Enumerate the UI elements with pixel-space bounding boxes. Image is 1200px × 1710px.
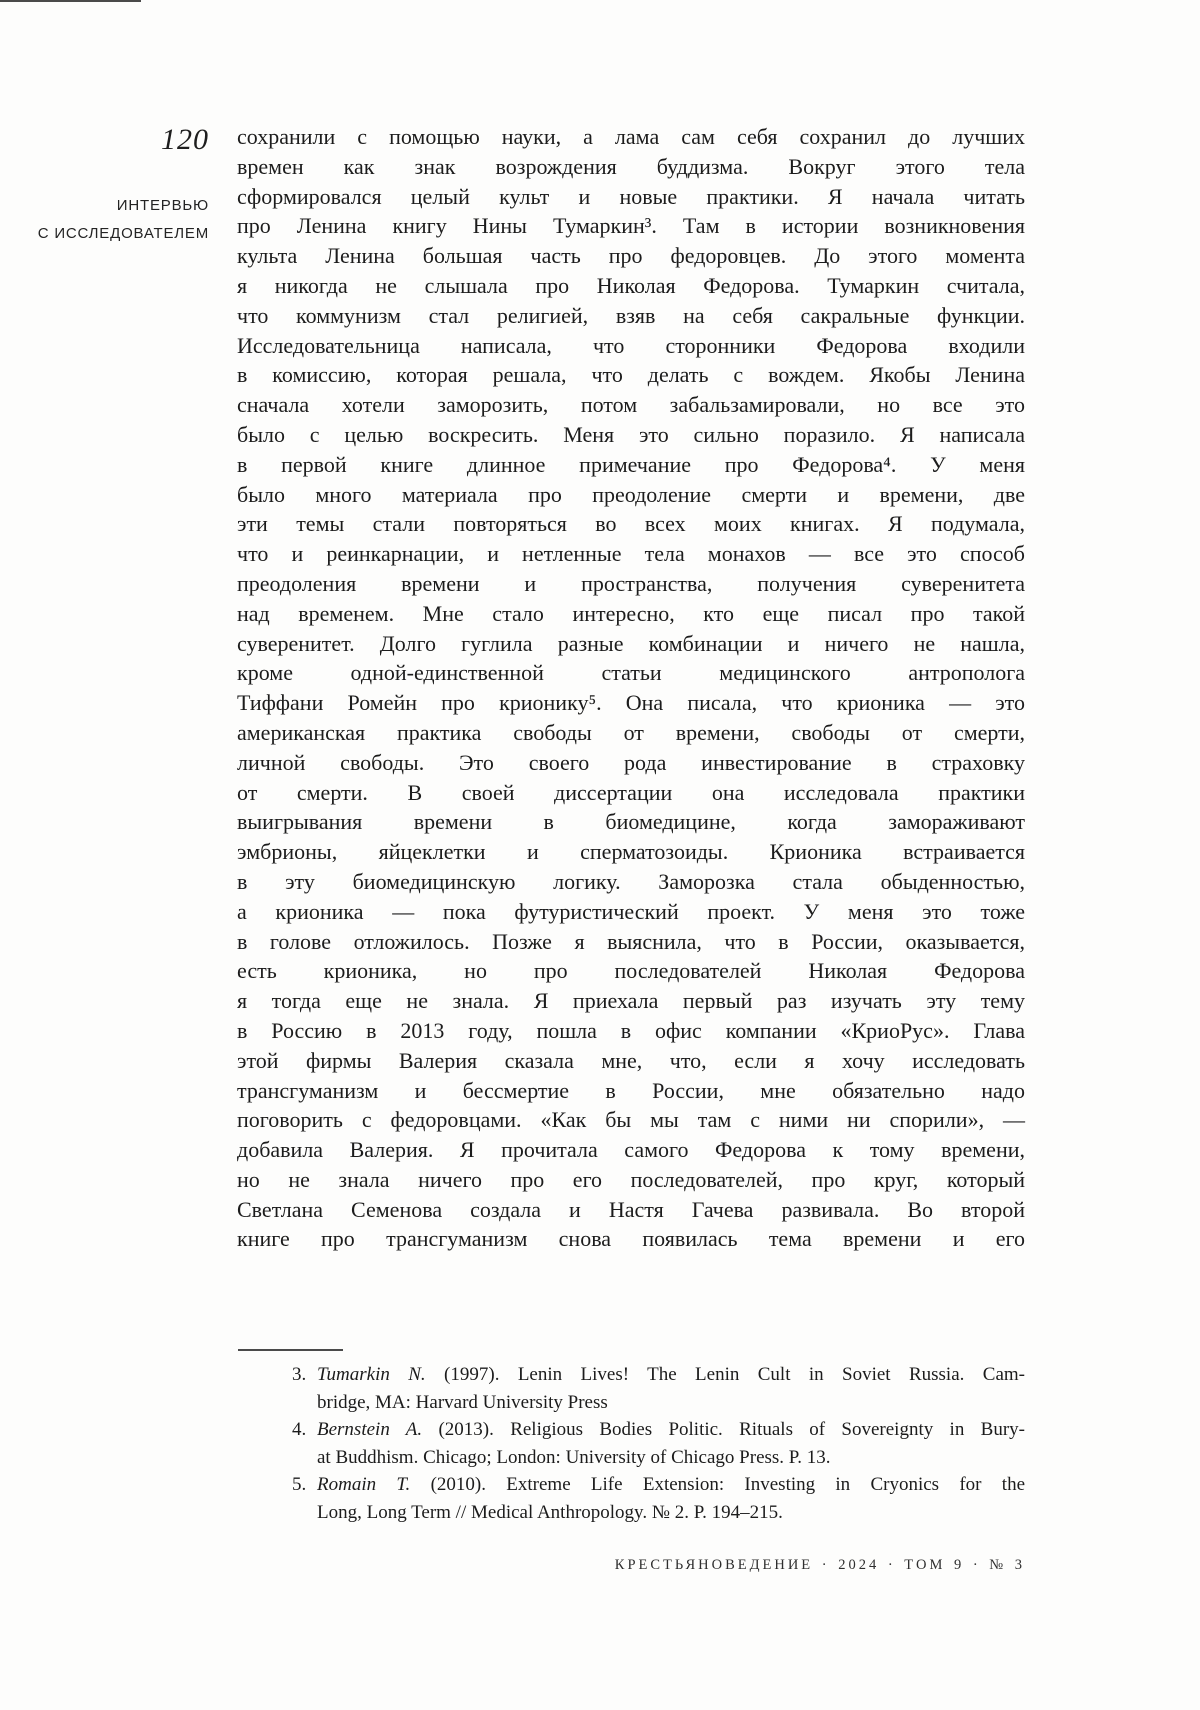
body-line: в голове отложилось. Позже я выяснила, что в России, оказывается, [237,928,1025,954]
body-line: трансгуманизм и бессмертие в России, мне обязательно надо [237,1077,1025,1103]
section-label-line-2: С ИССЛЕДОВАТЕЛЕМ [37,224,209,242]
running-footer: КРЕСТЬЯНОВЕДЕНИЕ · 2024 · ТОМ 9 · № 3 [614,1557,1025,1573]
footnote-text: (1997). Lenin Lives! The Lenin Cult in Soviet Russia. Cam- [425,1364,1025,1385]
body-line: но не знала ничего про его последователей, про круг, который [237,1166,1025,1192]
body-line: над временем. Мне стало интересно, кто еще писал про такой [237,600,1025,626]
body-line: сформировался целый культ и новые практики. Я начала читать [237,183,1025,209]
body-line: в комиссию, которая решала, что делать с вождем. Якобы Ленина [237,362,1025,388]
body-line: суверенитет. Долго гуглила разные комбинации и ничего не нашла, [237,630,1025,656]
footnotes [292,1361,1026,1527]
footnote-number: 5. [292,1474,307,1496]
body-line: я никогда не слышала про Николая Федорова. Тумаркин считала, [237,272,1025,298]
body-line: в Россию в 2013 году, пошла в офис компании «КриоРус». Глава [237,1017,1025,1043]
body-line: в первой книге длинное примечание про Федорова⁴. У меня [237,451,1025,477]
body-line: есть крионика, но про последователей Николая Федорова [237,958,1025,984]
body-line: личной свободы. Это своего рода инвестирование в страховку [237,749,1025,775]
footnote-line [292,1471,1026,1499]
footnote-text: (2013). Religious Bodies Politic. Rituals of Sovereignty in Bury- [422,1419,1025,1441]
footnote-line [292,1361,1025,1389]
body-line: было с целью воскресить. Меня это сильно поразило. Я написала [237,421,1025,447]
page-header-rule [0,0,141,2]
body-line: времен как знак возрождения буддизма. Вокруг этого тела [237,153,1025,179]
body-line: американская практика свободы от времени, свободы от смерти, [237,719,1025,745]
footnote-line [292,1416,1025,1444]
body-line: что коммунизм стал религией, взяв на себя сакральные функции. [237,302,1025,328]
body-line: от смерти. В своей диссертации она исследовала практики [237,779,1025,805]
footnote-line: at Buddhism. Chicago; London: University of Chicago Press. P. 13. [317,1446,831,1468]
footnote-author: Tumarkin N. [317,1364,426,1385]
body-line: Светлана Семенова создала и Настя Гачева развивала. Во второй [237,1196,1025,1222]
body-line: культа Ленина большая часть про федоровцев. До этого момента [237,243,1025,269]
body-line: этой фирмы Валерия сказала мне, что, если я хочу исследовать [237,1047,1025,1073]
footnote-separator-rule [238,1349,343,1351]
body-line: поговорить с федоровцами. «Как бы мы там с ними ни спорили», — [237,1107,1025,1133]
body-line: в эту биомедицинскую логику. Заморозка стала обыденностью, [237,868,1025,894]
body-line: про Ленина книгу Нины Тумаркин³. Там в истории возникновения [237,213,1025,239]
body-line: выигрывания времени в биомедицине, когда замораживают [237,809,1025,835]
body-line: я тогда еще не знала. Я приехала первый раз изучать эту тему [237,988,1025,1014]
body-line: сохранили с помощью науки, а лама сам себя сохранил до лучших [237,124,1025,149]
footnote-number: 4. [292,1419,307,1441]
footnote-text: (2010). Extreme Life Extension: Investing in Cryonics for the [410,1474,1026,1496]
body-line: а крионика — пока футуристический проект. У меня это тоже [237,898,1025,924]
footnote-author: Romain T. [317,1474,411,1496]
body-line: добавила Валерия. Я прочитала самого Федорова к тому времени, [237,1137,1025,1163]
body-line: сначала хотели заморозить, потом забальзамировали, но все это [237,392,1025,418]
body-line: было много материала про преодоление смерти и времени, две [237,481,1025,507]
body-line: Исследовательница написала, что сторонники Федорова входили [237,332,1025,358]
page-number: 120 [161,123,209,156]
section-label-line-1: ИНТЕРВЬЮ [116,197,209,214]
body-line: Тиффани Ромейн про крионику⁵. Она писала, что крионика — это [237,690,1025,716]
body-line: что и реинкарнации, и нетленные тела монахов — все это способ [237,541,1025,567]
body-text [237,122,1025,1254]
body-line: преодоления времени и пространства, получения суверенитета [237,570,1025,596]
footnote-author: Bernstein A. [317,1419,423,1441]
body-line: эти темы стали повторяться во всех моих книгах. Я подумала, [237,511,1025,537]
section-label [0,192,209,247]
body-line: книге про трансгуманизм снова появилась тема времени и его [237,1226,1025,1252]
body-line: эмбрионы, яйцеклетки и сперматозоиды. Крионика встраивается [237,839,1025,865]
footnote-number: 3. [292,1364,307,1385]
footnote-line: bridge, MA: Harvard University Press [317,1391,608,1413]
body-line: кроме одной-единственной статьи медицинского антрополога [237,660,1025,686]
footnote-line: Long, Long Term // Medical Anthropology. № 2. P. 194–215. [317,1501,783,1523]
